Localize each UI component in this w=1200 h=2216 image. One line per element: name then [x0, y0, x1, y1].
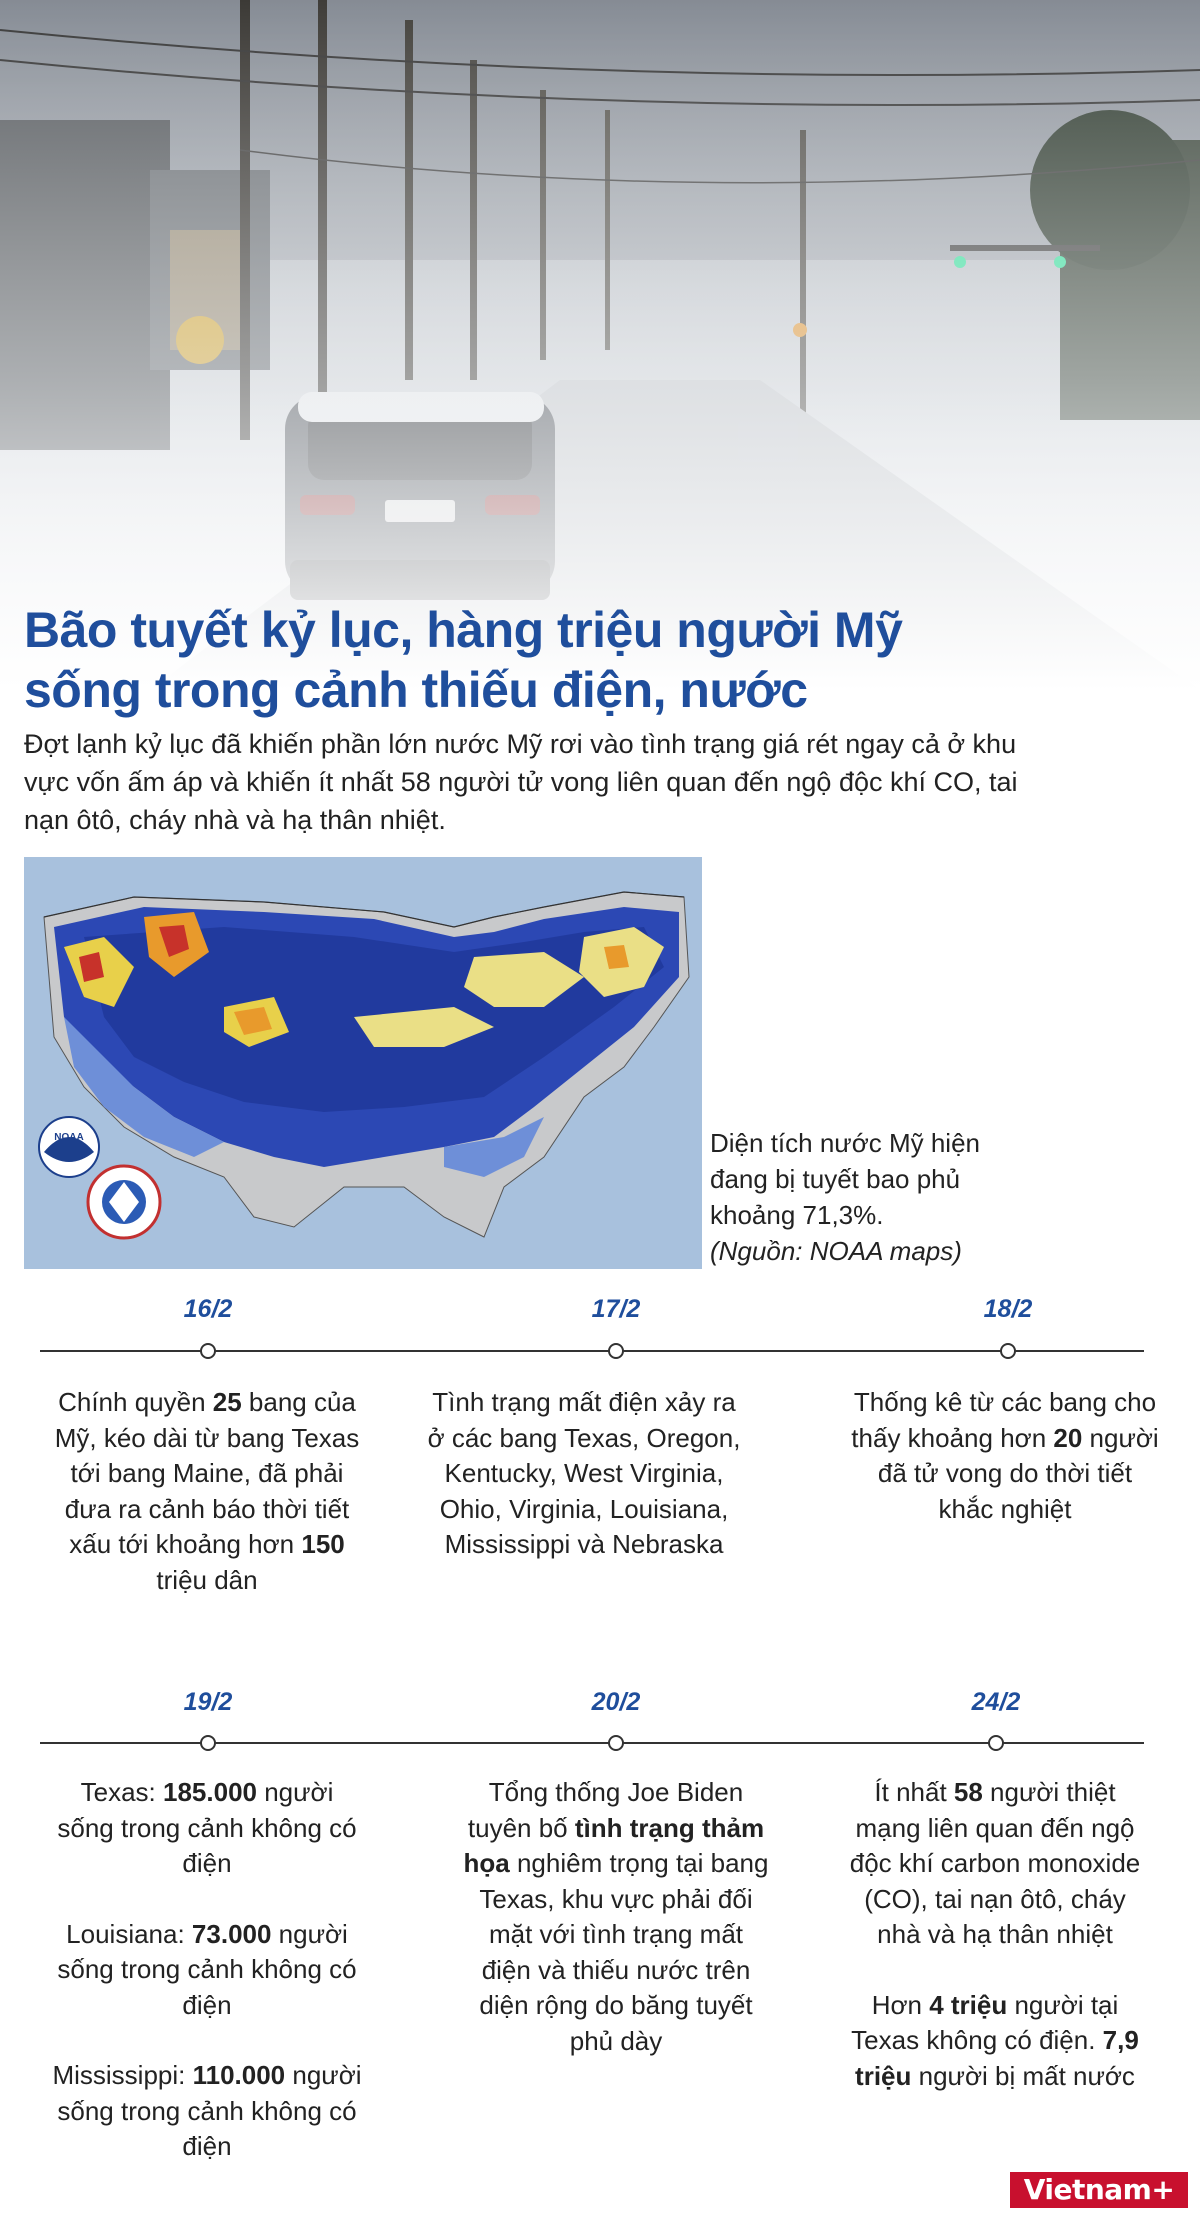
hero-photo: [0, 0, 1200, 690]
timeline-entry-19-2: Texas: 185.000 người sống trong cảnh không có điện Louisiana: 73.000 người sống trong cảnh không có điện Mississippi: 110.000 người sống trong cảnh không có điện: [52, 1777, 362, 2161]
title-line-2: sống trong cảnh thiếu điện, nước: [24, 662, 808, 718]
timeline-date: 19/2: [183, 1688, 233, 1716]
timeline-date: 17/2: [591, 1295, 641, 1323]
map-caption-line-1: Diện tích nước Mỹ hiện: [710, 1128, 981, 1158]
timeline-marker: [200, 1735, 216, 1751]
timeline-entry-24-2: Ít nhất 58 người thiệt mạng liên quan đến ngộ độc khí carbon monoxide (CO), tai nạn ôtô, cháy nhà và hạ thân nhiệt Hơn 4 triệu người tại Texas không có điện. 7,9 triệu người bị mất nước: [849, 1777, 1141, 2091]
timeline-marker: [608, 1343, 624, 1359]
noaa-logo-text: NOAA: [54, 1132, 84, 1143]
timeline-marker: [988, 1735, 1004, 1751]
timeline-marker: [608, 1735, 624, 1751]
timeline-date: 18/2: [983, 1295, 1033, 1323]
timeline-date: 20/2: [591, 1688, 641, 1716]
map-caption: [710, 1125, 1030, 1269]
lede-paragraph: Đợt lạnh kỷ lục đã khiến phần lớn nước Mỹ rơi vào tình trạng giá rét ngay cả ở khu vực vốn ấm áp và khiến ít nhất 58 người tử vong liên quan đến ngộ độc khí CO, tai nạn ôtô, cháy nhà và hạ thân nhiệt.: [24, 729, 1018, 835]
timeline-entry-20-2: Tổng thống Joe Biden tuyên bố tình trạng thảm họa nghiêm trọng tại bang Texas, khu vực phải đối mặt với tình trạng mất điện và thiếu nước trên diện rộng do băng tuyết phủ dày: [463, 1777, 769, 2056]
timeline-entry-17-2: Tình trạng mất điện xảy ra ở các bang Texas, Oregon, Kentucky, West Virginia, Ohio, Virginia, Louisiana, Mississippi và Nebraska: [427, 1387, 741, 1559]
title-line-1: Bão tuyết kỷ lục, hàng triệu người Mỹ: [24, 602, 903, 658]
page-title: [24, 600, 1024, 720]
timeline-marker: [200, 1343, 216, 1359]
map-source: (Nguồn: NOAA maps): [710, 1236, 962, 1266]
timeline-date: 24/2: [971, 1688, 1021, 1716]
timeline-date: 16/2: [183, 1295, 233, 1323]
map-caption-line-2: đang bị tuyết bao phủ: [710, 1164, 961, 1194]
timeline-entry-16-2: Chính quyền 25 bang của Mỹ, kéo dài từ bang Texas tới bang Maine, đã phải đưa ra cảnh báo thời tiết xấu tới khoảng hơn 150 triệu dân: [54, 1387, 360, 1595]
map-caption-line-3: khoảng 71,3%.: [710, 1200, 884, 1230]
timeline-marker: [1000, 1343, 1016, 1359]
timeline-entry-18-2: Thống kê từ các bang cho thấy khoảng hơn 20 người đã tử vong do thời tiết khắc nghiệt: [851, 1387, 1159, 1524]
vietnamplus-logo[interactable]: Vietnam+: [1010, 2172, 1188, 2208]
snow-cover-map: [24, 857, 702, 1269]
